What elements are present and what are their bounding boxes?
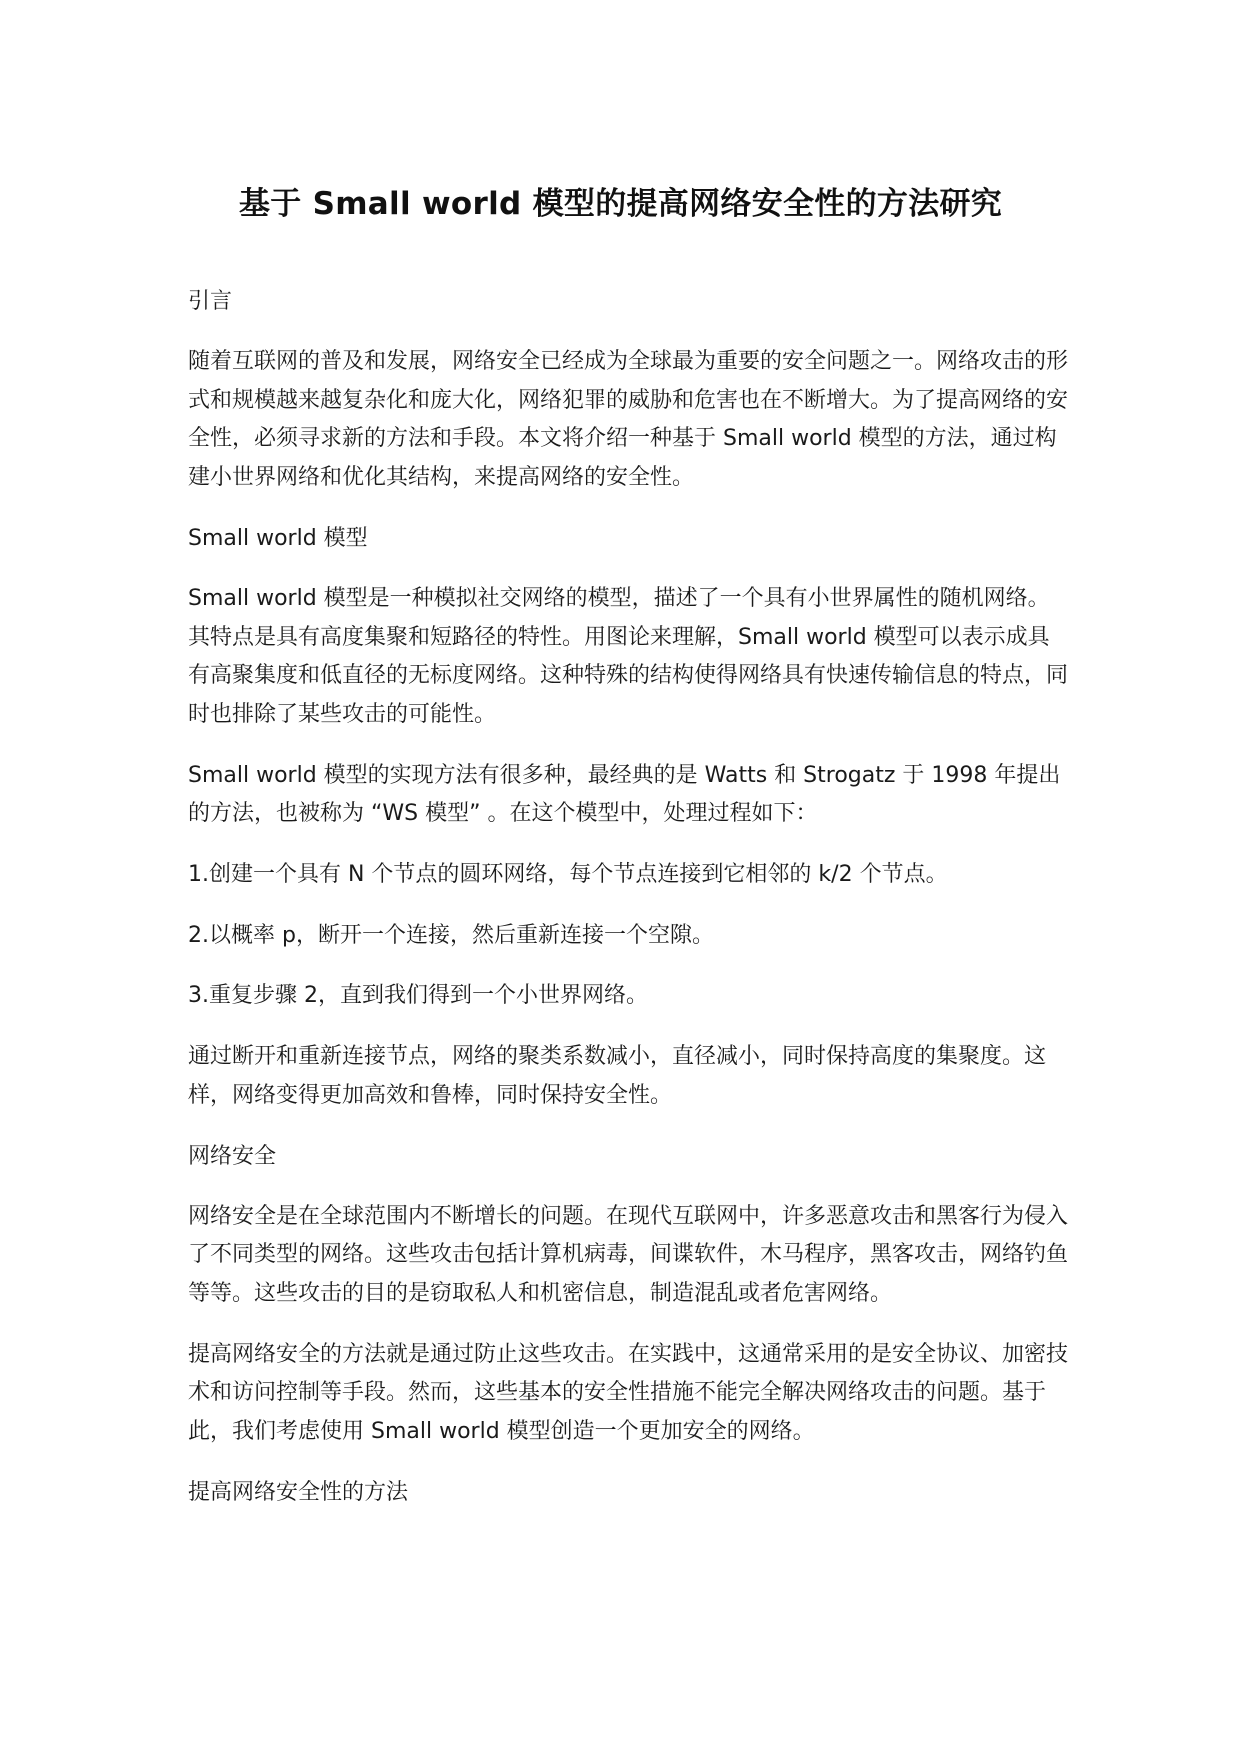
document-title: 基于 Small world 模型的提高网络安全性的方法研究 xyxy=(238,186,1003,222)
section-heading-intro: 引言 xyxy=(188,289,233,314)
list-item-step-3: 3.重复步骤 2，直到我们得到一个小世界网络。 xyxy=(188,983,648,1009)
list-item-step-1: 1.创建一个具有 N 个节点的圆环网络，每个节点连接到它相邻的 k/2 个节点。 xyxy=(188,862,948,888)
paragraph-ws-model: Small world 模型的实现方法有很多种，最经典的是 Watts 和 Strogatz 于 1998 年提出的方法，也被称为 “WS 模型” 。在这个模型中，处理过程如下： xyxy=(188,762,1061,827)
paragraph-intro: 随着互联网的普及和发展，网络安全已经成为全球最为重要的安全问题之一。网络攻击的形式和规模越来越复杂化和庞大化，网络犯罪的威胁和危害也在不断增大。为了提高网络的安全性，必须寻求新的方法和手段。本文将介绍一种基于 Small world 模型的方法，通过构建小世界网络和优化其结构，来提高网络的安全性。 xyxy=(188,349,1069,491)
paragraph-rewiring-effect: 通过断开和重新连接节点，网络的聚类系数减小，直径减小，同时保持高度的集聚度。这样，网络变得更加高效和鲁棒，同时保持安全性。 xyxy=(188,1044,1047,1108)
paragraph-model-description: Small world 模型是一种模拟社交网络的模型，描述了一个具有小世界属性的随机网络。其特点是具有高度集聚和短路径的特性。用图论来理解，Small world 模型可以表示成具有高聚集度和低直径的无标度网络。这种特殊的结构使得网络具有快速传输信息的特点，同时也排除了某些攻击的可能性。 xyxy=(188,585,1069,727)
section-heading-small-world-model: Small world 模型 xyxy=(188,525,368,551)
document-body xyxy=(188,283,1068,1534)
list-item-step-2: 2.以概率 p，断开一个连接，然后重新连接一个空隙。 xyxy=(188,922,714,948)
section-heading-improvement-methods: 提高网络安全性的方法 xyxy=(188,1479,409,1505)
paragraph-security-methods: 提高网络安全的方法就是通过防止这些攻击。在实践中，这通常采用的是安全协议、加密技术和访问控制等手段。然而，这些基本的安全性措施不能完全解决网络攻击的问题。基于此，我们考虑使用 Small world 模型创造一个更加安全的网络。 xyxy=(188,1341,1069,1445)
paragraph-security-threats: 网络安全是在全球范围内不断增长的问题。在现代互联网中，许多恶意攻击和黑客行为侵入了不同类型的网络。这些攻击包括计算机病毒，间谍软件，木马程序，黑客攻击，网络钓鱼等等。这些攻击的目的是窃取私人和机密信息，制造混乱或者危害网络。 xyxy=(188,1203,1069,1306)
section-heading-network-security: 网络安全 xyxy=(188,1143,277,1169)
